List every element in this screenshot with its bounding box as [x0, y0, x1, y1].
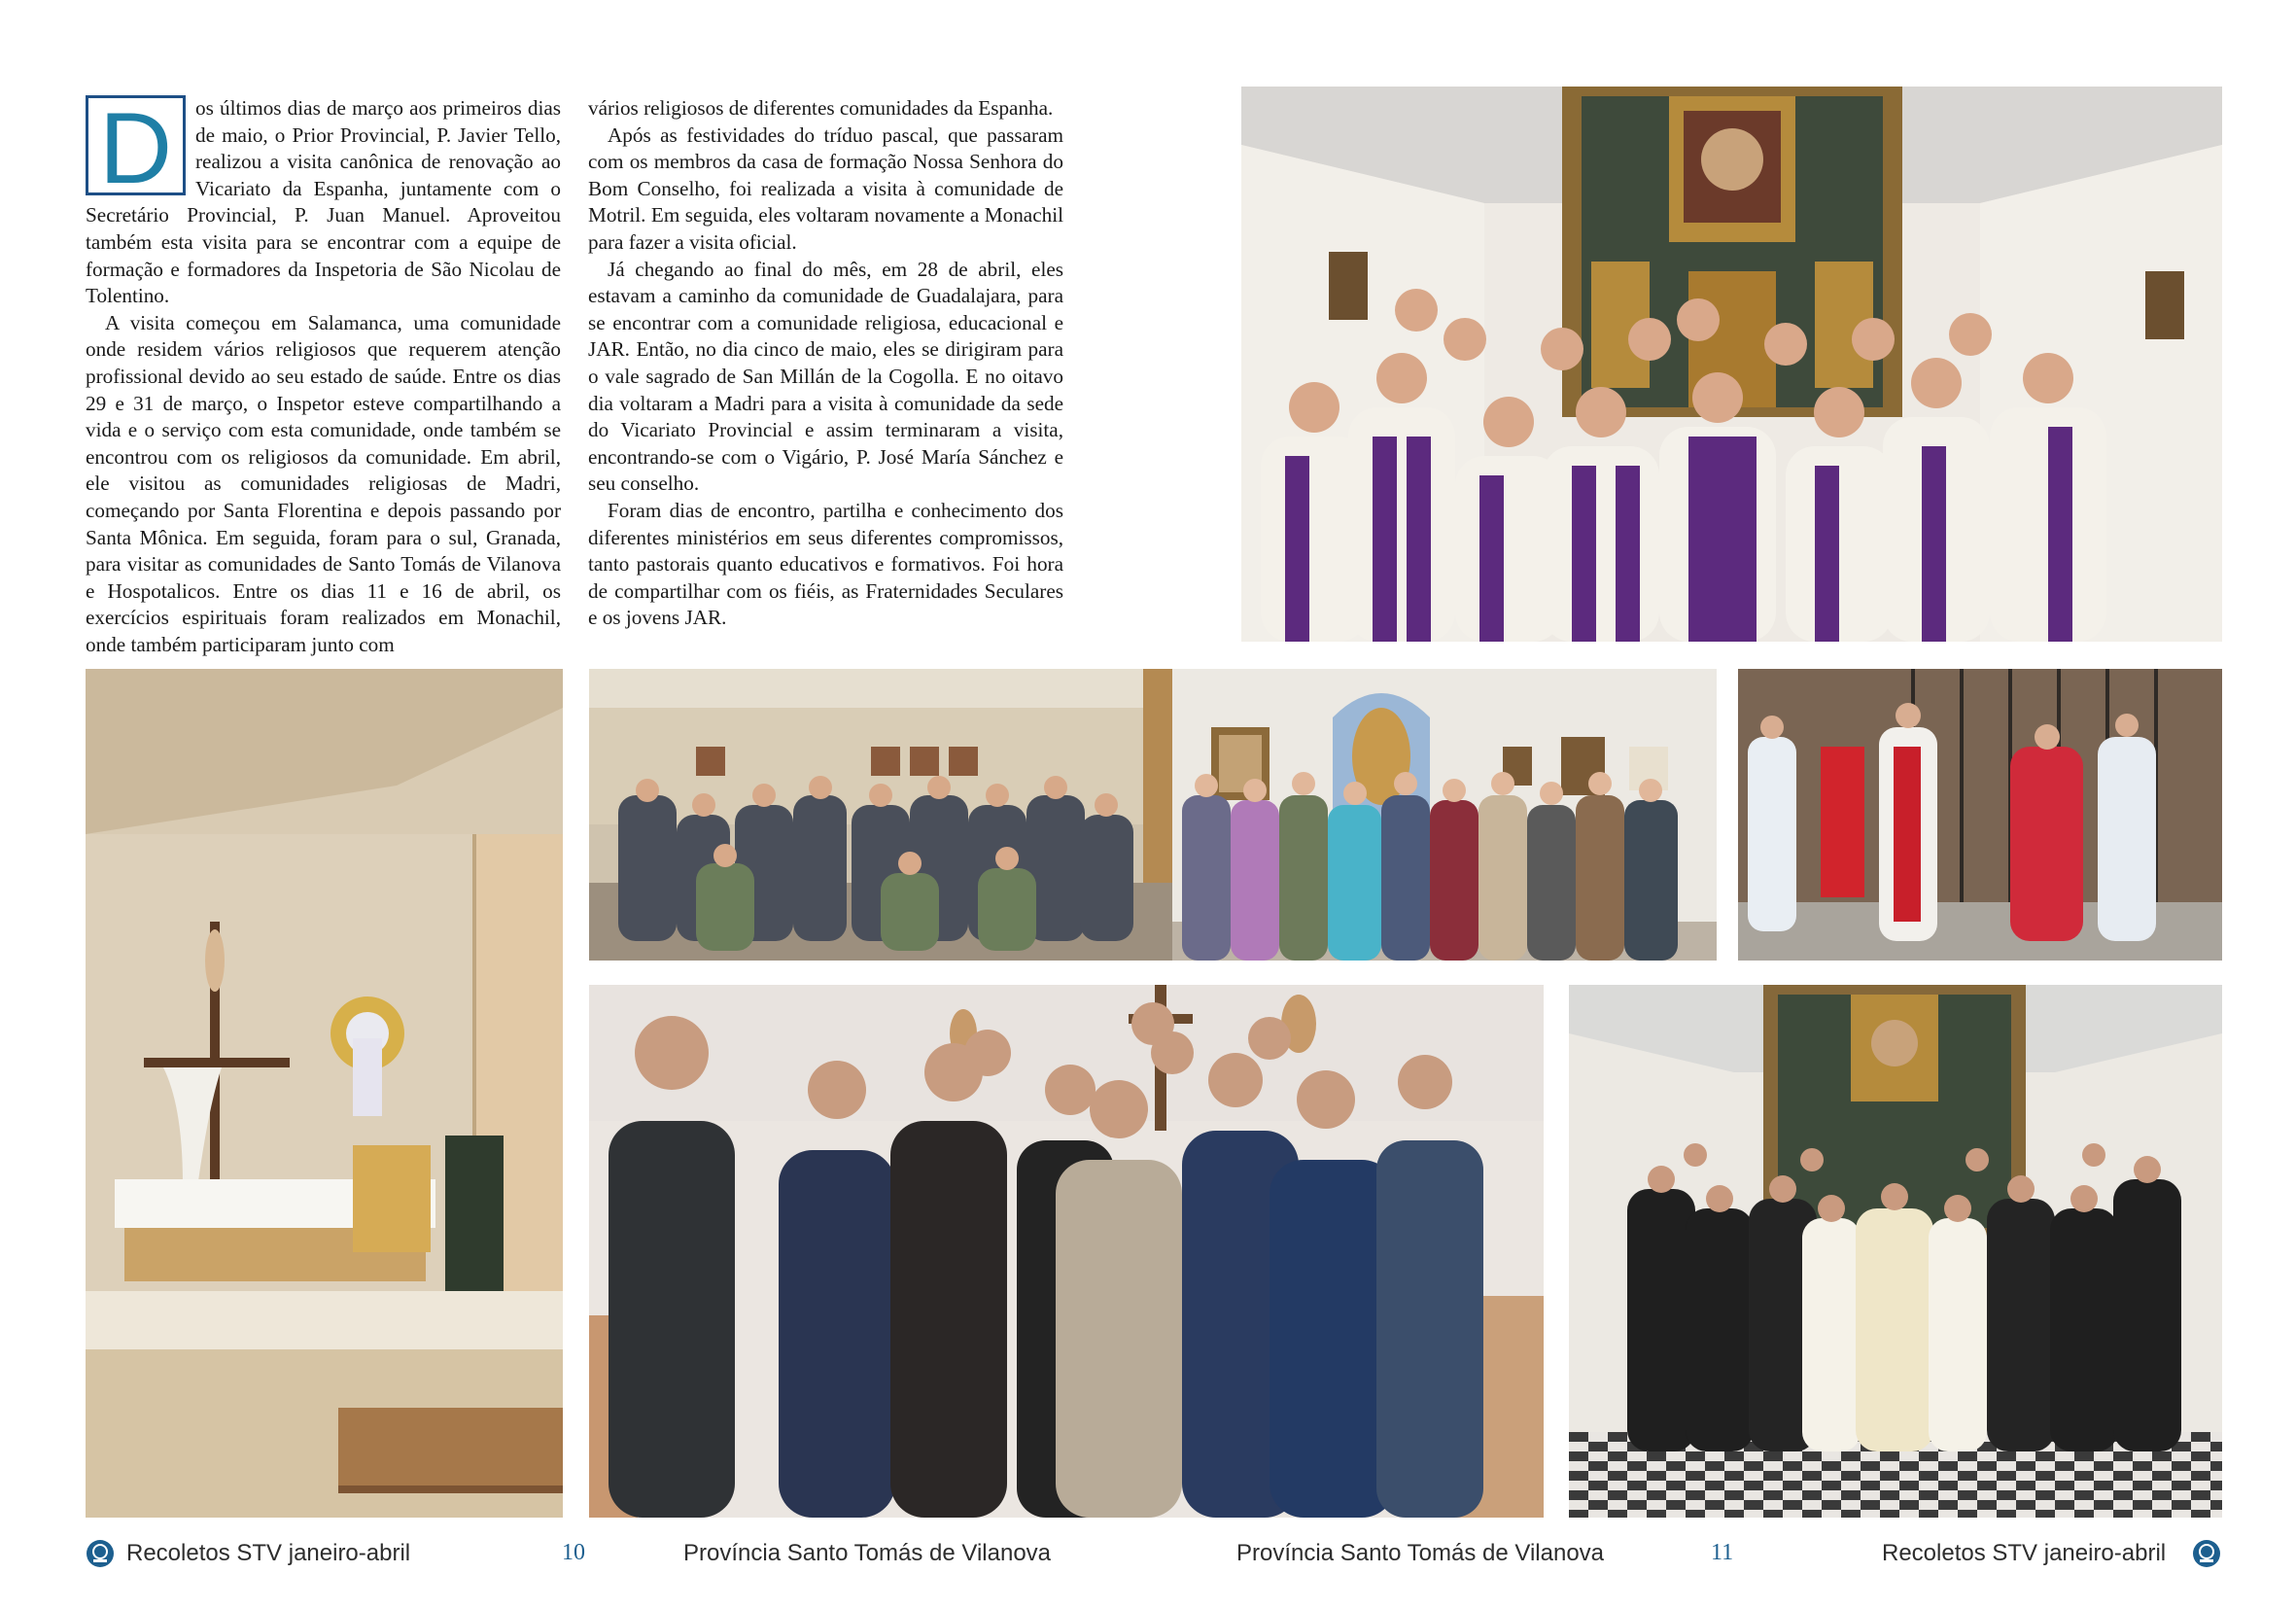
article-paragraph: Já chegando ao final do mês, em 28 de abril, eles estavam a caminho da comunidade de Guadalajara, para se encontrar com a comunidade religiosa, educacional e JAR. Então, no dia cinco de maio, eles se dirigiram para o vale sagrado de San Millán de la Cogolla. E no oitavo dia voltaram a Madri para a visita à comunidade da sede do Vicariato Provincial e assim terminaram a visita, encontrando-se com o Vigário, P. José María Sánchez e seu conselho.	[588, 257, 1063, 496]
recoletos-logo-icon	[86, 1539, 115, 1568]
recoletos-logo-icon	[2192, 1539, 2221, 1568]
article-column-1	[86, 91, 561, 656]
article-column-2	[588, 95, 1063, 646]
article-paragraph: vários religiosos de diferentes comunidades da Espanha.	[588, 96, 1054, 120]
drop-cap: D	[86, 95, 186, 195]
footer-publication-title-left: Recoletos STV janeiro-abril	[126, 1540, 411, 1566]
footer-publication-title-right: Recoletos STV janeiro-abril	[1882, 1540, 2167, 1566]
photo-group-parish-hall	[589, 669, 1172, 961]
article-paragraph: A visita começou em Salamanca, uma comunidade onde residem vários religiosos que requerem atenção profissional devido ao seu estado de saúde. Entre os dias 29 e 31 de março, o Inspetor esteve compartilhando a vida e o serviço com esta comunidade, onde também se encontrou com os religiosos da comunidade. Em abril, ele visitou as comunidades religiosas de Madri, começando por Santa Florentina e depois passando por Santa Mônica. Em seguida, foram para o sul, Granada, para visitar as comunidades de Santo Tomás de Vilanova e Hospotalicos. Entre os dias 11 e 16 de abril, os exercícios espirituais foram realizados em Monachil, onde também participaram junto com	[86, 310, 561, 656]
page-number-right: 11	[1711, 1540, 1734, 1565]
article-paragraph: Foram dias de encontro, partilha e conhecimento dos diferentes ministérios em seus diferentes compromissos, tanto pastorais quanto educativos e formativos. Foi hora de compartilhar com os fiéis, as Fraternidades Seculares e os jovens JAR.	[588, 498, 1063, 630]
article-paragraph: Após as festividades do tríduo pascal, que passaram com os membros da casa de formação Nossa Senhora do Bom Conselho, foi realizada a visita à comunidade de Motril. Em seguida, eles voltaram novamente a Monachil para fazer a visita oficial.	[588, 122, 1063, 254]
photo-friars-altar-mass	[1569, 985, 2222, 1518]
page-number-left: 10	[562, 1540, 585, 1565]
photo-liturgy-red-vestments	[1738, 669, 2222, 961]
footer-section-right: Província Santo Tomás de Vilanova	[1236, 1540, 1605, 1566]
photo-friars-group	[589, 985, 1544, 1518]
photo-clergy-group-church	[1241, 87, 2222, 642]
photo-church-interior-altar	[86, 669, 563, 1518]
photo-group-madonna-statue	[1172, 669, 1717, 961]
footer-section-left: Província Santo Tomás de Vilanova	[683, 1540, 1052, 1566]
article-paragraph: D os últimos dias de março aos primeiros dias de maio, o Prior Provincial, P. Javier Tello, realizou a visita canônica de renovação ao Vicariato da Espanha, juntamente com o Secretário Provincial, P. Juan Manuel. Aproveitou também esta visita para se encontrar com a equipe de formação e formadores da Inspetoria de São Nicolau de Tolentino.	[86, 91, 561, 308]
